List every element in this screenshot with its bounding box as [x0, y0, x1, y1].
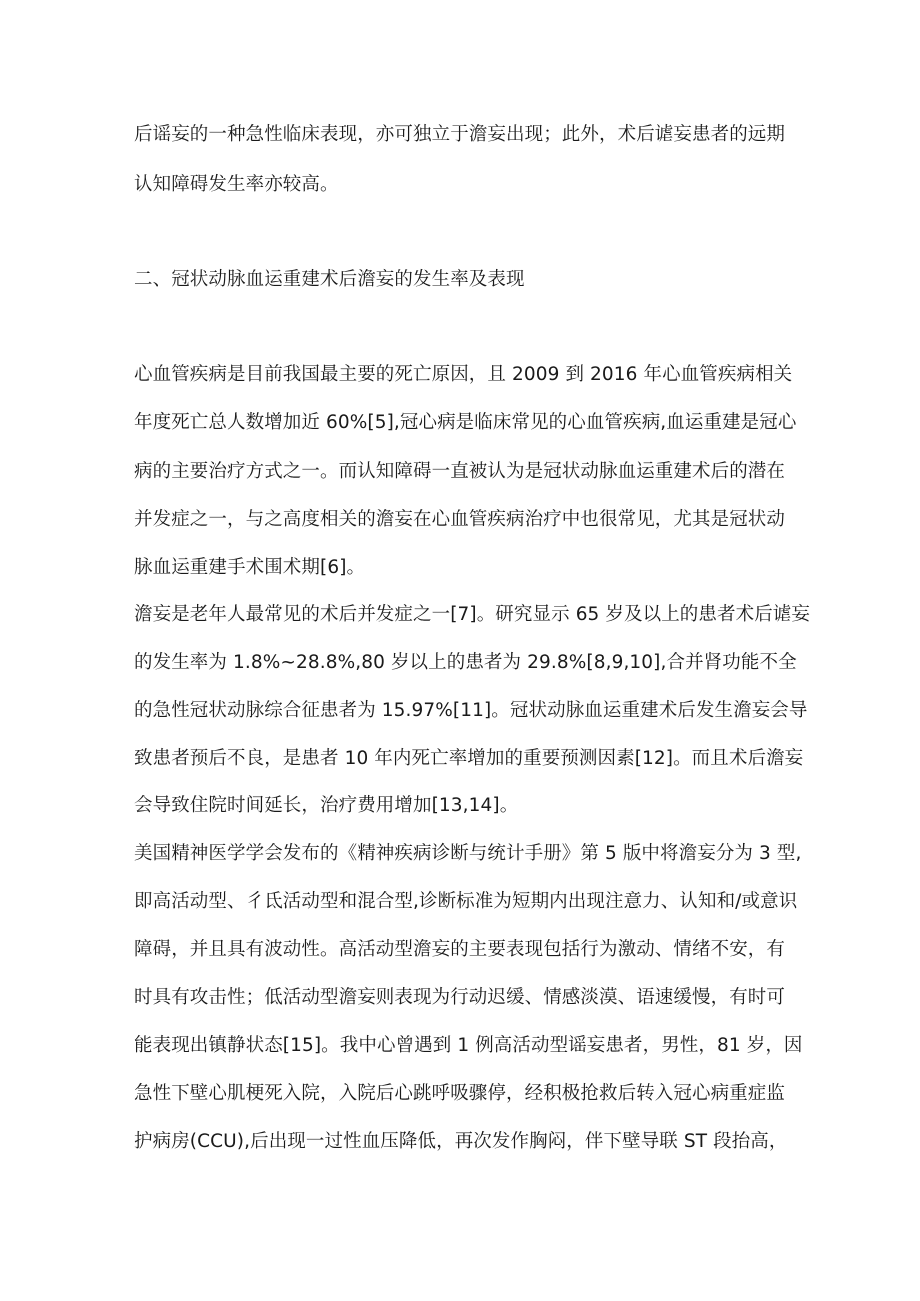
- text-line: 的发生率为 1.8%~28.8%,80 岁以上的患者为 29.8%[8,9,10],合并肾功能不全: [134, 652, 797, 673]
- text-line: 能表现出镇静状态[15]。我中心曾遇到 1 例高活动型谣妄患者，男性，81 岁，因: [134, 1035, 803, 1056]
- text-line: 美国精神医学学会发布的《精神疾病诊断与统计手册》第 5 版中将澹妄分为 3 型,: [134, 843, 802, 864]
- text-line: 护病房(CCU),后出现一过性血压降低，再次发作胸闷，伴下壁导联 ST 段抬高，: [134, 1131, 788, 1152]
- text-line: 澹妄是老年人最常见的术后并发症之一[7]。研究显示 65 岁及以上的患者术后谑妄: [134, 604, 811, 625]
- text-line: 心血管疾病是目前我国最主要的死亡原因，且 2009 到 2016 年心血管疾病相关: [134, 364, 793, 385]
- text-line: 急性下壁心肌梗死入院，入院后心跳呼吸骤停，经积极抢救后转入冠心病重症监: [134, 1083, 786, 1104]
- text-line: 并发症之一，与之高度相关的澹妄在心血管疾病治疗中也很常见，尤其是冠状动: [134, 509, 786, 530]
- text-line: 会导致住院时间延长，治疗费用增加[13,14]。: [134, 795, 519, 816]
- text-line: 时具有攻击性；低活动型澹妄则表现为行动迟缓、情感淡漠、语速缓慢，有时可: [134, 987, 786, 1008]
- section-heading: 二、冠状动脉血运重建术后澹妄的发生率及表现: [134, 269, 525, 290]
- text-line: 病的主要治疗方式之一。而认知障碍一直被认为是冠状动脉血运重建术后的潜在: [134, 461, 786, 482]
- text-line: 年度死亡总人数增加近 60%[5],冠心病是临床常见的心血管疾病,血运重建是冠心: [134, 412, 797, 433]
- text-line: 致患者预后不良，是患者 10 年内死亡率增加的重要预测因素[12]。而且术后澹妄: [134, 748, 804, 769]
- text-line: 障碍，并且具有波动性。高活动型澹妄的主要表现包括行为激动、情绪不安，有: [134, 939, 786, 960]
- text-line: 脉血运重建手术围术期[6]。: [134, 557, 366, 578]
- text-line: 后谣妄的一种急性临床表现，亦可独立于澹妄出现；此外，术后谑妄患者的远期: [134, 124, 786, 145]
- text-line: 的急性冠状动脉综合征患者为 15.97%[11]。冠状动脉血运重建术后发生澹妄会导: [134, 700, 808, 721]
- text-line: 认知障碍发生率亦较高。: [134, 174, 339, 195]
- text-line: 即高活动型、彳氐活动型和混合型,诊断标准为短期内出现注意力、认知和/或意识: [134, 891, 798, 912]
